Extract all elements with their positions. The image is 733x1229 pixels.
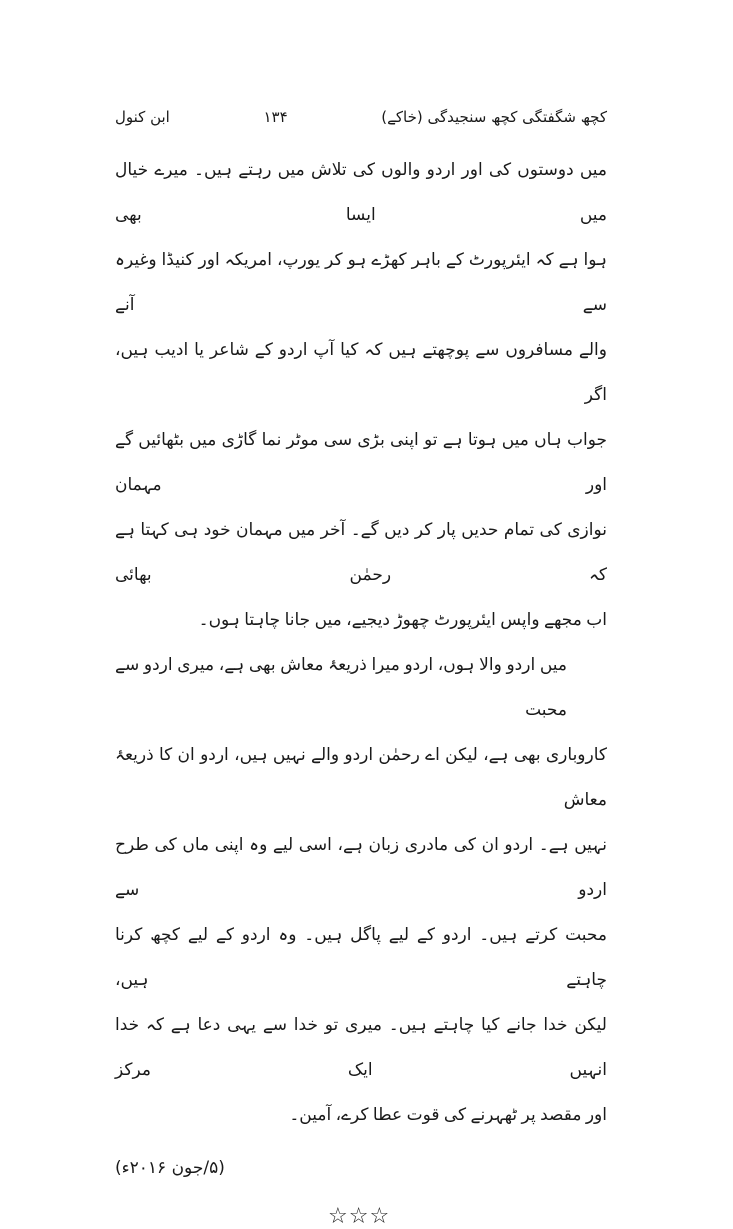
text-line: میں دوستوں کی اور اردو والوں کی تلاش میں رہتے ہیں۔ میرے خیال میں ایسا بھی (115, 160, 607, 225)
book-title: کچھ شگفتگی کچھ سنجیدگی (خاکے) (381, 108, 607, 126)
text-line: محبت کرتے ہیں۔ اردو کے لیے پاگل ہیں۔ وہ اردو کے لیے کچھ کرنا چاہتے ہیں، (115, 925, 607, 990)
running-header (115, 108, 607, 126)
text-line: ہوا ہے کہ ایئرپورٹ کے باہر کھڑے ہو کر یورپ، امریکہ اور کنیڈا وغیرہ سے آنے (115, 250, 607, 315)
body-text (115, 148, 607, 1138)
section-end-stars-icon: ☆☆☆ (328, 1204, 391, 1229)
text-line: نوازی کی تمام حدیں پار کر دیں گے۔ آخر میں مہمان خود ہی کہتا ہے کہ رحمٰن بھائی (115, 520, 607, 585)
text-line: کاروباری بھی ہے، لیکن اے رحمٰن اردو والے نہیں ہیں، اردو ان کا ذریعۂ معاش (115, 745, 607, 810)
text-line: اب مجھے واپس ایئرپورٹ چھوڑ دیجیے، میں جانا چاہتا ہوں۔ (198, 610, 607, 630)
date-line: (۵/جون ۲۰۱۶ء) (115, 1158, 225, 1178)
text-line: میں اردو والا ہوں، اردو میرا ذریعۂ معاش بھی ہے، میری اردو سے محبت (115, 655, 567, 720)
text-line: لیکن خدا جانے کیا چاہتے ہیں۔ میری تو خدا سے یہی دعا ہے کہ خدا انہیں ایک مرکز (115, 1015, 607, 1080)
text-line: نہیں ہے۔ اردو ان کی مادری زبان ہے، اسی لیے وہ اپنی ماں کی طرح اردو سے (115, 835, 607, 900)
paragraph-1 (115, 148, 607, 643)
author-name: ابن کنول (115, 108, 170, 126)
paragraph-2 (115, 643, 607, 1138)
text-line: والے مسافروں سے پوچھتے ہیں کہ کیا آپ اردو کے شاعر یا ادیب ہیں، اگر (115, 340, 607, 405)
page-number: ۱۳۴ (263, 108, 288, 126)
text-line: اور مقصد پر ٹھہرنے کی قوت عطا کرے، آمین۔ (289, 1105, 607, 1125)
text-line: جواب ہاں میں ہوتا ہے تو اپنی بڑی سی موٹر نما گاڑی میں بٹھائیں گے اور مہمان (115, 430, 607, 495)
